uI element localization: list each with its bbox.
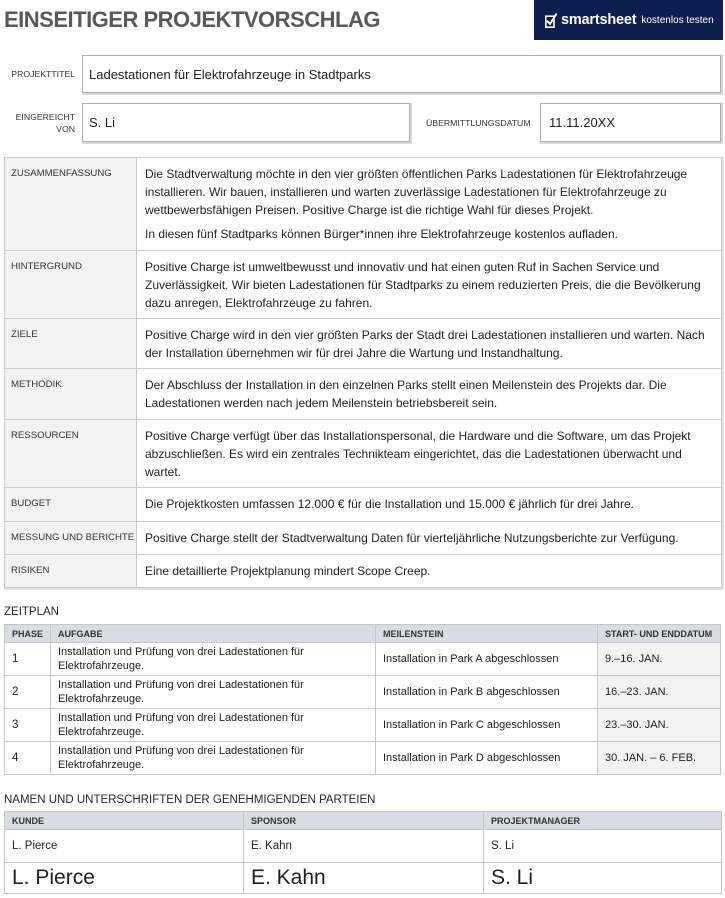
- section-label: ZIELE: [5, 319, 137, 369]
- column-header-task: AUFGABE: [51, 625, 376, 643]
- table-row: [5, 742, 721, 775]
- sponsor-signature: E. Kahn: [244, 863, 484, 894]
- section-label: METHODIK: [5, 369, 137, 420]
- client-signature: L. Pierce: [5, 863, 244, 894]
- milestone-cell: Installation in Park D abgeschlossen: [376, 742, 598, 775]
- schedule-table: [4, 624, 721, 775]
- table-row: [5, 643, 721, 676]
- section-paragraph: Positive Charge stellt der Stadtverwaltung Daten für vierteljährliche Nutzungsberichte zur Verfügung.: [145, 531, 679, 545]
- task-cell: Installation und Prüfung von drei Ladestationen für Elektrofahrzeuge.: [51, 742, 376, 775]
- table-row: [5, 676, 721, 709]
- submitted-by-field[interactable]: S. Li: [82, 103, 410, 142]
- brand-name: smartsheet: [561, 12, 637, 28]
- schedule-heading: ZEITPLAN: [4, 606, 59, 618]
- section-paragraph: Die Projektkosten umfassen 12.000 € für die Installation und 15.000 € jährlich für drei Jahre.: [145, 497, 634, 511]
- column-header-phase: PHASE: [5, 625, 51, 643]
- section-row-summary: [5, 158, 722, 251]
- section-content: [137, 488, 722, 522]
- section-label: RISIKEN: [5, 555, 137, 588]
- column-header-sponsor: SPONSOR: [244, 812, 484, 830]
- section-content: [137, 420, 722, 488]
- section-row-risks: [5, 555, 722, 588]
- client-name: L. Pierce: [5, 830, 244, 863]
- brand-cta: kostenlos testen: [641, 14, 714, 26]
- task-cell: Installation und Prüfung von drei Ladestationen für Elektrofahrzeuge.: [51, 709, 376, 742]
- milestone-cell: Installation in Park B abgeschlossen: [376, 676, 598, 709]
- project-title-field[interactable]: Ladestationen für Elektrofahrzeuge in Stadtparks: [82, 55, 721, 93]
- approvals-table: [4, 811, 722, 894]
- submitted-by-label: EINGEREICHT VON: [15, 112, 75, 134]
- schedule-header-row: [5, 625, 721, 643]
- section-label: ZUSAMMENFASSUNG: [5, 158, 137, 251]
- project-manager-name: S. Li: [484, 830, 722, 863]
- dates-cell: 9.–16. JAN.: [598, 643, 721, 676]
- task-cell: Installation und Prüfung von drei Ladestationen für Elektrofahrzeuge.: [51, 643, 376, 676]
- phase-cell: 3: [5, 709, 51, 742]
- section-paragraph: Eine detaillierte Projektplanung mindert Scope Creep.: [145, 564, 431, 578]
- section-paragraph: Positive Charge wird in den vier größten Parks der Stadt drei Ladestationen installieren und warten. Nach der Installation übernehmen wir für drei Jahre die Wartung und Instandhaltung.: [145, 328, 705, 360]
- section-paragraph: In diesen fünf Stadtparks können Bürger*innen ihre Elektrofahrzeuge kostenlos aufladen.: [145, 227, 618, 241]
- dates-cell: 23.–30. JAN.: [598, 709, 721, 742]
- smartsheet-trial-link[interactable]: [534, 0, 723, 40]
- section-paragraph: Positive Charge verfügt über das Installationspersonal, die Hardware und die Software, um das Projekt abzuschließen. Es wird ein zentrales Technikteam eingerichtet, das die Ladestationen überwacht und wartet.: [145, 429, 691, 479]
- section-paragraph: Die Stadtverwaltung möchte in den vier größten öffentlichen Parks Ladestationen für Elektrofahrzeuge installieren. Wir bauen, installieren und warten zuverlässige Ladestationen für Elektrofahrzeuge zu wettbewerbsfähigen Preisen. Positive Charge ist die richtige Wahl für dieses Projekt.: [145, 167, 688, 217]
- section-content: [137, 555, 722, 588]
- signatures-row: [5, 863, 722, 894]
- section-paragraph: Der Abschluss der Installation in den einzelnen Parks stellt einen Meilenstein des Projekts dar. Die Ladestationen werden nach jedem Meilenstein betriebsbereit sein.: [145, 378, 667, 410]
- milestone-cell: Installation in Park C abgeschlossen: [376, 709, 598, 742]
- project-manager-signature: S. Li: [484, 863, 722, 894]
- sponsor-name: E. Kahn: [244, 830, 484, 863]
- task-cell: Installation und Prüfung von drei Ladestationen für Elektrofahrzeuge.: [51, 676, 376, 709]
- approvals-header-row: [5, 812, 722, 830]
- section-content: [137, 522, 722, 555]
- project-title-label: PROJEKTTITEL: [11, 69, 75, 79]
- phase-cell: 1: [5, 643, 51, 676]
- phase-cell: 4: [5, 742, 51, 775]
- submission-date-label: ÜBERMITTLUNGSDATUM: [426, 118, 531, 128]
- milestone-cell: Installation in Park A abgeschlossen: [376, 643, 598, 676]
- check-square-icon: [545, 13, 557, 28]
- column-header-milestone: MEILENSTEIN: [376, 625, 598, 643]
- column-header-dates: START- UND ENDDATUM: [598, 625, 721, 643]
- section-content: [137, 251, 722, 319]
- section-label: RESSOURCEN: [5, 420, 137, 488]
- section-row-background: [5, 251, 722, 319]
- section-row-budget: [5, 488, 722, 522]
- phase-cell: 2: [5, 676, 51, 709]
- section-row-measurement: [5, 522, 722, 555]
- names-row: [5, 830, 722, 863]
- page-title: EINSEITIGER PROJEKTVORSCHLAG: [4, 7, 380, 32]
- dates-cell: 30. JAN. – 6. FEB.: [598, 742, 721, 775]
- section-label: MESSUNG UND BERICHTE: [5, 522, 137, 555]
- section-content: [137, 158, 722, 251]
- section-label: BUDGET: [5, 488, 137, 522]
- section-content: [137, 319, 722, 369]
- section-row-resources: [5, 420, 722, 488]
- table-row: [5, 709, 721, 742]
- column-header-client: KUNDE: [5, 812, 244, 830]
- section-row-goals: [5, 319, 722, 369]
- proposal-details-table: [4, 157, 722, 588]
- submission-date-field[interactable]: 11.11.20XX: [540, 103, 721, 142]
- section-content: [137, 369, 722, 420]
- column-header-project-manager: PROJEKTMANAGER: [484, 812, 722, 830]
- section-label: HINTERGRUND: [5, 251, 137, 319]
- section-row-methodology: [5, 369, 722, 420]
- dates-cell: 16.–23. JAN.: [598, 676, 721, 709]
- approvals-heading: NAMEN UND UNTERSCHRIFTEN DER GENEHMIGENDEN PARTEIEN: [4, 794, 376, 806]
- section-paragraph: Positive Charge ist umweltbewusst und innovativ und hat einen guten Ruf in Sachen Service und Zuverlässigkeit. Wir bieten Ladestationen für Stadtparks zu einem reduzierten Preis, die die Bevölkerung dazu anregen, Elektrofahrzeuge zu fahren.: [145, 260, 701, 310]
